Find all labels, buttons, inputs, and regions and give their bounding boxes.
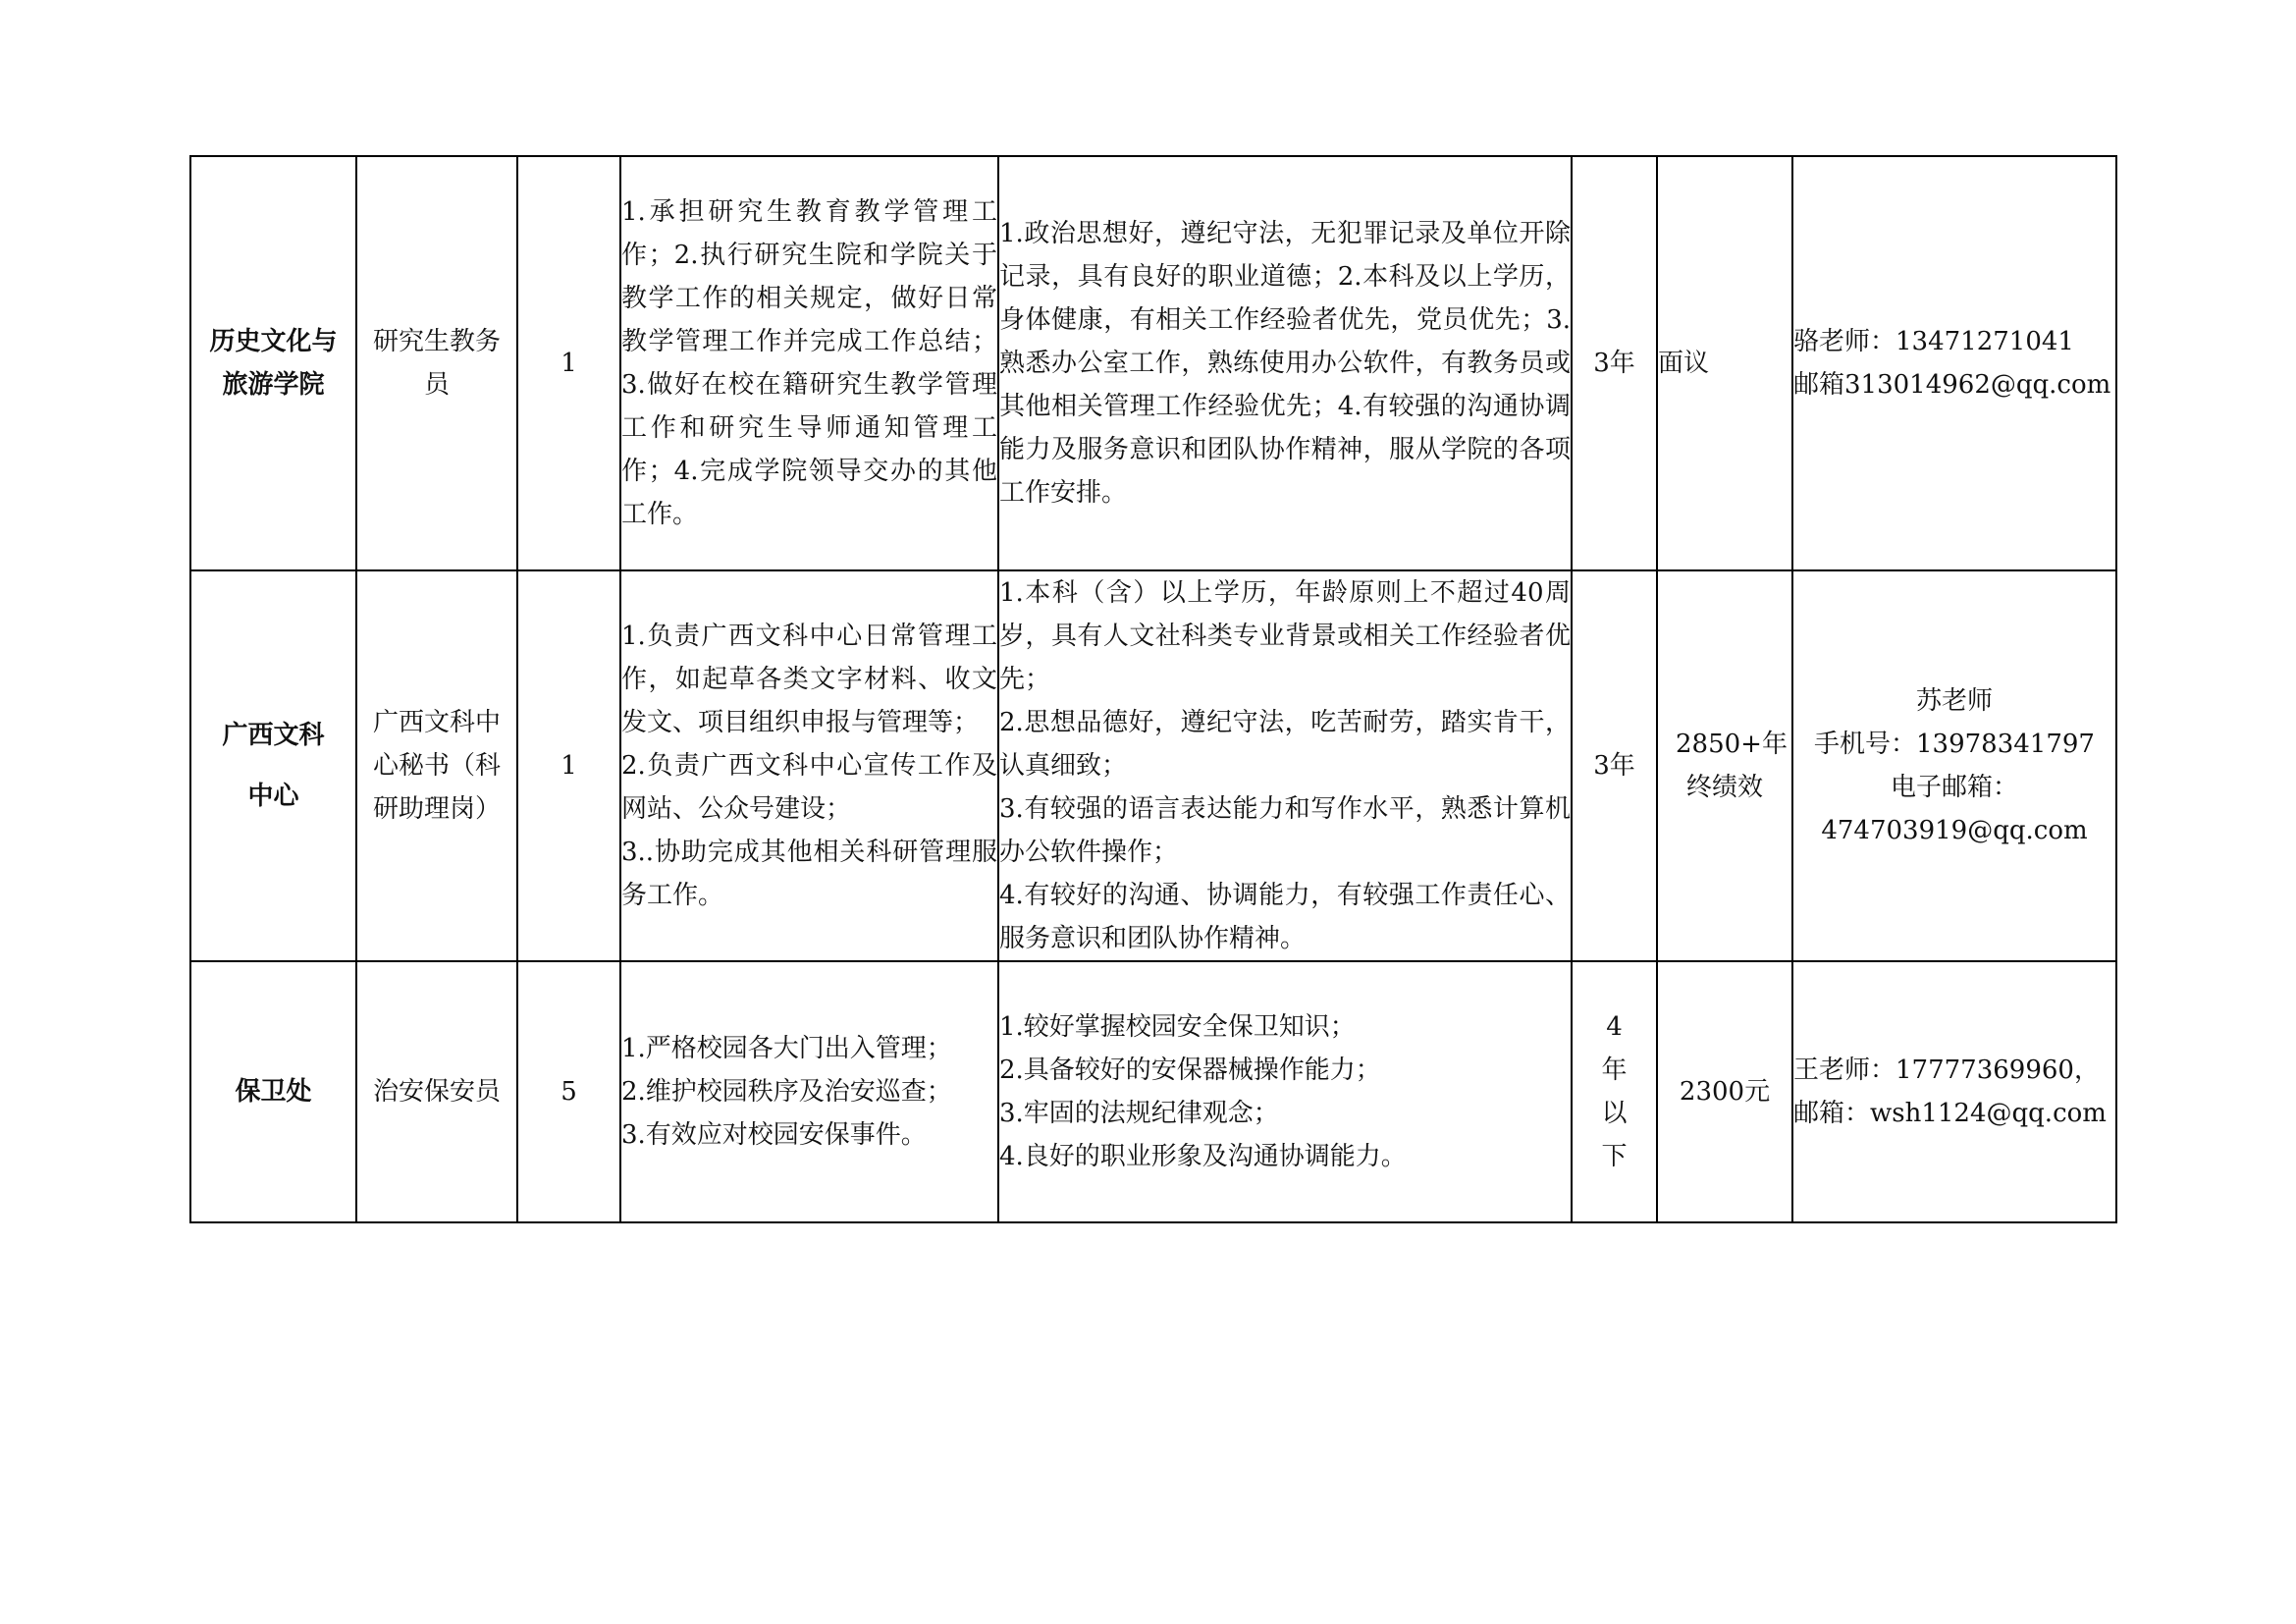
department-name: 保卫处 [235, 1077, 312, 1107]
contract-term: 4年以下 [1601, 1012, 1628, 1171]
duty-item: 2.负责广西文科中心宣传工作及网站、公众号建设； [621, 751, 997, 824]
duty-item: 1.严格校园各大门出入管理； [621, 1034, 952, 1063]
headcount-cell [517, 156, 620, 570]
department-cell [190, 961, 356, 1222]
table-row [190, 570, 2116, 961]
contract-term-cell [1572, 570, 1657, 961]
contact-line: 骆老师：13471271041 [1793, 327, 2074, 356]
position-cell [356, 570, 517, 961]
requirements-cell [998, 961, 1572, 1222]
department-cell [190, 156, 356, 570]
contact-line: 邮箱313014962@qq.com [1793, 370, 2111, 400]
contract-term: 3年 [1593, 349, 1635, 378]
salary: 面议 [1658, 349, 1710, 378]
position-cell [356, 156, 517, 570]
requirement-item: 2.具备较好的安保器械操作能力； [999, 1056, 1381, 1085]
contact-line: 王老师：17777369960， [1793, 1056, 2100, 1085]
contract-term-cell [1572, 156, 1657, 570]
table-row [190, 156, 2116, 570]
department-name: 历史文化与旅游学院 [209, 327, 338, 400]
contact-line: 手机号：13978341797 [1814, 730, 2095, 759]
contact-cell [1792, 570, 2116, 961]
contact-cell [1792, 961, 2116, 1222]
headcount-cell [517, 570, 620, 961]
contact-cell [1792, 156, 2116, 570]
duty-item: 1.负责广西文科中心日常管理工作，如起草各类文字材料、收文发文、项目组织申报与管理等； [621, 622, 997, 737]
position-name: 研究生教务员 [373, 327, 502, 400]
headcount: 5 [561, 1077, 577, 1107]
requirement-item: 1.本科（含）以上学历，年龄原则上不超过40周岁，具有人文社科类专业背景或相关工作经验者优先； [999, 578, 1571, 694]
headcount-cell [517, 961, 620, 1222]
requirement-item: 3.牢固的法规纪律观念； [999, 1099, 1279, 1128]
requirement-item: 3.有较强的语言表达能力和写作水平，熟悉计算机办公软件操作； [999, 794, 1571, 867]
salary: 2850+年终绩效 [1676, 730, 1788, 802]
requirements-text: 1.政治思想好，遵纪守法，无犯罪记录及单位开除记录，具有良好的职业道德；2.本科及以上学历，身体健康，有相关工作经验者优先，党员优先；3.熟悉办公室工作，熟练使用办公软件，有教务员或其他相关管理工作经验优先；4.有较强的沟通协调能力及服务意识和团队协作精神，服从学院的各项工作安排。 [999, 219, 1571, 508]
duty-item: 2.维护校园秩序及治安巡查； [621, 1077, 952, 1107]
duty-item: 3..协助完成其他相关科研管理服务工作。 [621, 838, 997, 910]
duties-text: 1.承担研究生教育教学管理工作；2.执行研究生院和学院关于教学工作的相关规定，做好日常教学管理工作并完成工作总结；3.做好在校在籍研究生教学管理工作和研究生导师通知管理工作；4.完成学院领导交办的其他工作。 [621, 197, 997, 529]
headcount: 1 [561, 349, 577, 378]
headcount: 1 [561, 751, 577, 781]
salary-cell [1657, 961, 1792, 1222]
contract-term: 3年 [1593, 751, 1635, 781]
position-cell [356, 961, 517, 1222]
duties-cell [620, 961, 998, 1222]
department-name: 广西文科中心 [222, 721, 325, 811]
contact-line: 474703919@qq.com [1821, 816, 2088, 845]
contact-line: 邮箱：wsh1124@qq.com [1793, 1099, 2107, 1128]
department-cell [190, 570, 356, 961]
duties-cell [620, 156, 998, 570]
contact-line: 苏老师 [1915, 686, 1993, 716]
requirement-item: 2.思想品德好，遵纪守法，吃苦耐劳，踏实肯干，认真细致； [999, 708, 1571, 781]
requirement-item: 4.良好的职业形象及沟通协调能力。 [999, 1142, 1407, 1171]
salary-cell [1657, 570, 1792, 961]
table-row [190, 961, 2116, 1222]
duty-item: 3.有效应对校园安保事件。 [621, 1120, 927, 1150]
salary: 2300元 [1679, 1077, 1771, 1107]
requirement-item: 4.有较好的沟通、协调能力，有较强工作责任心、服务意识和团队协作精神。 [999, 881, 1571, 953]
contract-term-cell [1572, 961, 1657, 1222]
recruitment-table [189, 155, 2117, 1223]
position-name: 广西文科中心秘书（科研助理岗） [373, 708, 502, 824]
requirements-cell [998, 570, 1572, 961]
salary-cell [1657, 156, 1792, 570]
contact-line: 电子邮箱： [1890, 773, 2018, 802]
requirement-item: 1.较好掌握校园安全保卫知识； [999, 1012, 1356, 1042]
requirements-cell [998, 156, 1572, 570]
duties-cell [620, 570, 998, 961]
position-name: 治安保安员 [373, 1077, 502, 1107]
